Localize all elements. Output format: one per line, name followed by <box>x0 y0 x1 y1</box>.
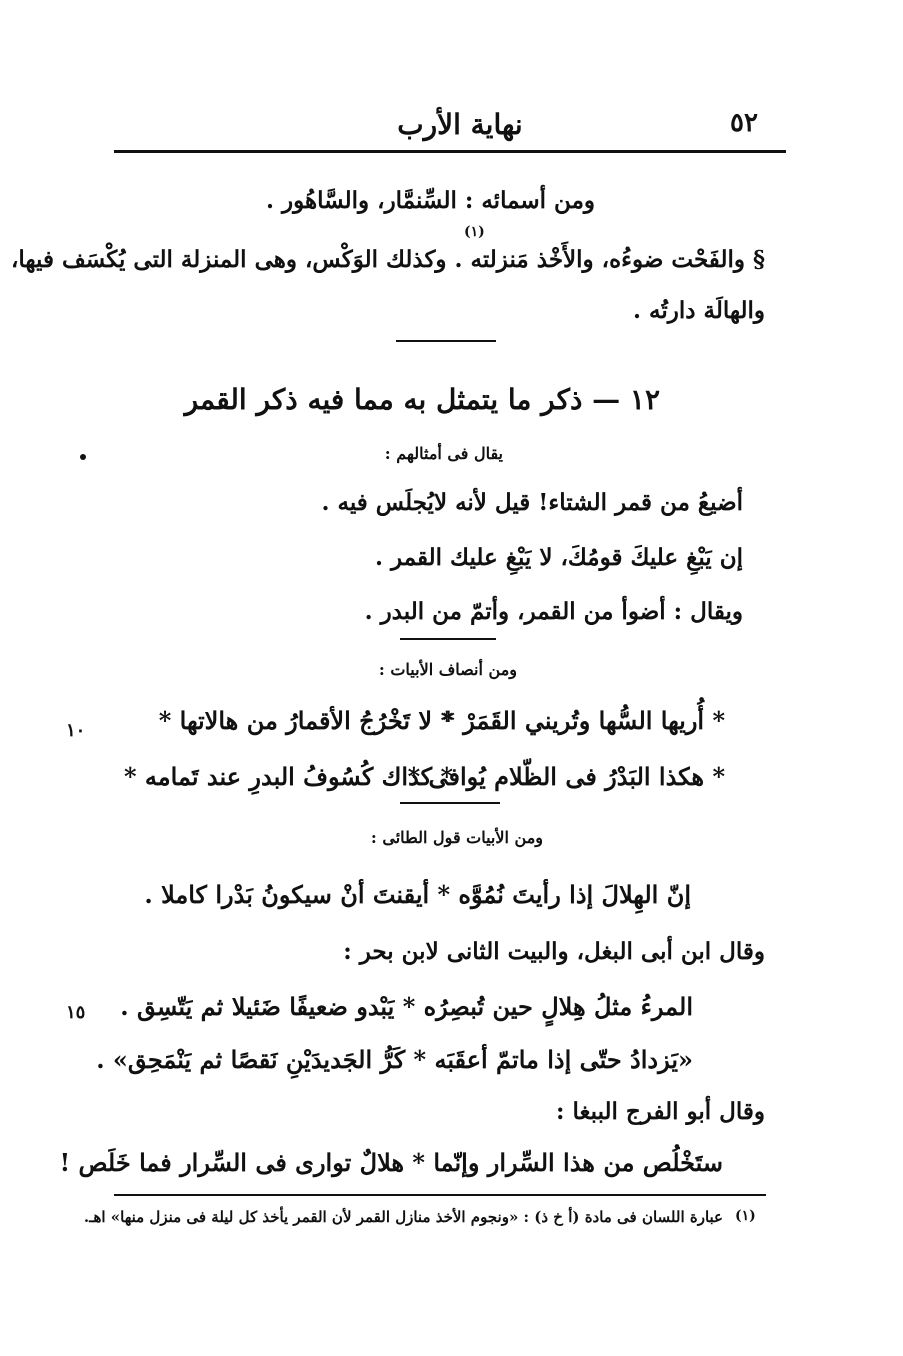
verse-altai: إنّ الهِلالَ إذا رأيتَ نُمُوَّه * أيقنتَ أنْ سيكونُ بَدْرا كاملا . <box>144 880 691 909</box>
verses-intro: ومن الأبيات قول الطائى : <box>370 828 543 847</box>
paragraph-line-2: § والفَحْت ضوءُه، والأَخْذ مَنزلته . وكذلك الوَكْس، وهى المنزلة التى يُكْسَف فيها، <box>10 246 765 273</box>
paragraph-line-1: ومن أسمائه : السِّنمَّار، والسَّاهُور . <box>265 187 595 214</box>
line-number-15: ١٥ <box>66 1002 86 1023</box>
running-title: نهاية الأرب <box>397 108 523 141</box>
verses-intro: وقال ابن أبى البغل، والبيت الثانى لابن بحر : <box>343 938 765 965</box>
verse-half-2b: * كذاك كُسُوفُ البدرِ عند تَمامه * <box>124 762 453 791</box>
header-rule <box>114 150 786 153</box>
proverb-1: أضيعُ من قمر الشتاء! قيل لأنه لايُجلَس فيه . <box>321 489 743 516</box>
verse-half-1a: * أُريها السُّها وتُريني القَمَرْ * <box>442 706 725 735</box>
section-heading: ١٢ — ذكر ما يتمثل به مما فيه ذكر القمر <box>184 383 660 416</box>
verse-baghl-1: المرءُ مثلُ هِلالٍ حين تُبصِرُه * يَبْدو ضعيفًا ضَئيلا ثم يَتّسِق . <box>120 992 693 1021</box>
proverbs-intro: يقال فى أمثالهم : <box>384 444 503 463</box>
proverb-2: إن يَبْغِ عليكَ قومُكَ، لا يَبْغِ عليك القمر . <box>375 544 743 571</box>
verse-baghl-2: «يَزدادُ حتّى إذا ماتمّ أعقَبَه * كَرُّ الجَديدَيْنِ نَقصًا ثم يَنْمَحِق» . <box>96 1045 693 1074</box>
footnote-marker: (١) <box>735 1208 756 1224</box>
proverb-3: ويقال : أضوأ من القمر، وأتمّ من البدر . <box>364 598 743 625</box>
footnote-rule <box>114 1194 766 1196</box>
paragraph-line-3: والهالَة دارتُه . <box>633 297 765 324</box>
section-divider <box>400 638 496 640</box>
section-divider <box>396 340 496 342</box>
verse-half-1b: * لا تَخْرُجُ الأقمارُ من هالاتها * <box>158 706 453 735</box>
page-number: ٥٢ <box>730 108 758 138</box>
footnote-text: عبارة اللسان فى مادة (أ خ ذ) : «ونجوم الأخذ منازل القمر لأن القمر يأخذ كل ليلة فى منزل منها» اهـ. <box>83 1208 723 1226</box>
footnote-reference[interactable]: (١) <box>464 224 485 240</box>
section-divider <box>400 802 500 804</box>
verse-half-2a: * هكذا البَدْرُ فى الظّلام يُوافى * <box>407 762 725 791</box>
line-number-10: ١٠ <box>66 720 86 741</box>
verse-babbagha: ستَخْلُص من هذا السِّرار وإنّما * هلالٌ توارى فى السِّرار فما خَلَص ! <box>59 1148 723 1177</box>
margin-mark <box>80 454 86 460</box>
verses-intro: وقال أبو الفرج الببغا : <box>556 1098 765 1125</box>
verses-intro: ومن أنصاف الأبيات : <box>378 660 517 679</box>
